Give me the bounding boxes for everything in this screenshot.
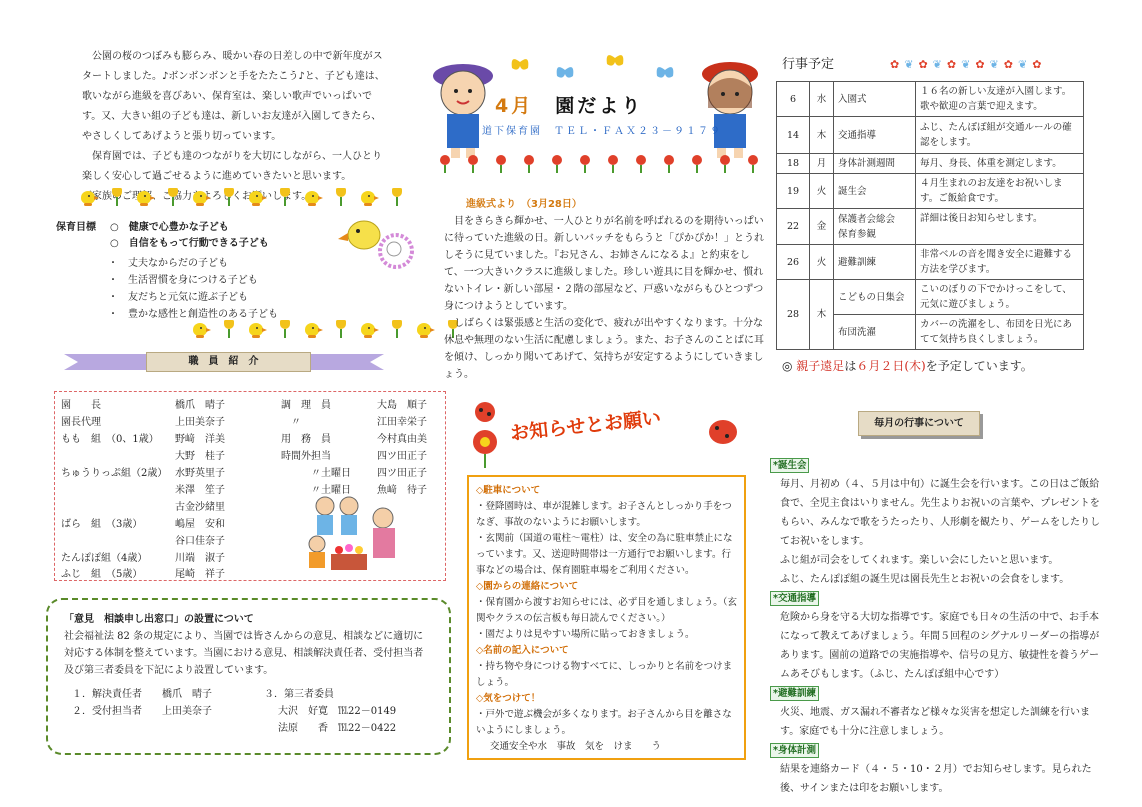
phone-fax: 道下保育園 ＴＥＬ・ＦＡＸ２３－９１７９ [482,126,722,137]
table-row [777,245,1084,280]
chick-border-top [78,188,404,206]
weekday-cell: 金 [810,209,834,245]
section-body: 結果を連絡カード（４・５・10・２月）でお知らせします。見られた後、サインまたは印をお願いします。 [780,764,1092,794]
chick-icon [78,188,100,206]
consultation-body: 社会福祉法 82 条の規定により、当園では皆さんからの意見、相談などに適切に対応する体制を整えています。当園における意見、相談解決責任者、受付担当者及び第三者委員を下記により設置しています。 [64,630,424,676]
section-body: 危険から身を守る大切な指導です。家庭でも日々の生活の中で、お手本になって教えてあげましょう。年間５回程のシグナルリーダーの指導があります。園前の道路での実施指導や、信号の見方、敏捷性を養うゲームあそびもします。（ふじ、たんぽぽ組中心です） [780,612,1100,680]
chick-icon [190,188,212,206]
note-cell: １６名の新しい友達が入園します。歌や歓迎の言葉で迎えます。 [916,82,1084,117]
day-cell: 19 [777,174,810,209]
table-row [777,154,1084,174]
note-cell: ふじ、たんぽぽ組が交通ルールの確認をします。 [916,117,1084,154]
chick-icon [246,320,268,338]
event-schedule-table [776,81,1084,350]
picnic-label: 親子遠足 [796,359,845,373]
flower-icon [278,320,292,338]
picnic-text: を予定しています。 [925,359,1033,373]
event-cell: 保護者会総会 保育参観 [834,209,916,245]
children-illustration [303,492,403,574]
staff-role: 〃 [291,417,301,428]
flower-icon [222,320,236,338]
flower-icon [390,320,404,338]
picnic-notice [782,357,1033,376]
staff-list [54,391,446,581]
notice-title: お知らせとお願い [509,407,663,445]
day-cell: 28 [777,280,810,350]
picnic-text: は [844,359,857,373]
staff-member: 四ツ田正子 [377,451,427,462]
staff-role: 園 長 [61,400,101,411]
staff-member: 魚﨑 待子 [377,485,427,496]
note-cell: ４月生まれのお友達をお祝いします。ご飯給食です。 [916,174,1084,209]
staff-member: 古金沙緒里 [175,502,225,513]
butterfly-icon: ❦ [932,58,942,71]
weekday-cell: 木 [810,280,834,350]
weekday-cell: 水 [810,82,834,117]
event-cell: こどもの日集会 [834,280,916,315]
flower-icon: ✿ [946,58,957,71]
event-cell: 身体計測週間 [834,154,916,174]
day-cell: 14 [777,117,810,154]
notice-item: ・園だよりは見やすい場所に貼っておきましょう。 [476,629,695,640]
section-tag: *誕生会 [770,458,809,473]
flower-icon: ✿ [918,58,928,71]
notice-item: ・登降園時は、車が混雑します。お子さんとしっかり手をつなぎ、事故のないようにお願いします。 [476,501,732,528]
table-row [777,117,1084,154]
staff-member: 四ツ田正子 [377,468,427,479]
section-body: 火災、地震、ガス漏れ不審者など様々な災害を想定した訓練を行います。家庭でも十分に注意しましょう。 [780,707,1090,737]
notice-heading: ◇気をつけて！ [476,693,541,704]
monthly-events-title: 毎月の行事について [858,411,980,436]
day-cell: 26 [777,245,810,280]
schedule-title: 行事予定 [782,57,835,72]
section-tag: *身体計測 [770,743,819,758]
monthly-events [770,456,1100,798]
staff-member: 上田美奈子 [175,417,225,428]
flower-icon [110,188,124,206]
weekday-cell: 木 [810,117,834,154]
section-tag: *交通指導 [770,591,819,606]
staff-role: 園長代理 [61,417,101,428]
flower-icon [166,188,180,206]
staff-member: 谷口佳奈子 [175,536,225,547]
flower-icon: ✿ [975,58,985,71]
butterfly-icon: ❦ [904,58,914,71]
notices-box [467,475,746,760]
day-cell: 18 [777,154,810,174]
staff-member: 川端 淑子 [175,553,225,564]
staff-role: 用 務 員 [281,434,331,445]
consultation-notice [46,598,451,755]
reception-officer: ２．受付担当者 上田美奈子 [72,705,212,717]
note-cell: 毎月、身長、体重を測定します。 [916,154,1084,174]
third-party-label: ３．第三者委員 [264,688,334,700]
bird-illustration [336,213,426,273]
third-party-member: 法原 香 ℡22－0422 [278,722,397,734]
goal-item: ・ 丈夫なからだの子ども [108,258,228,269]
notice-item: 交通安全や水 事故 気を けま う [490,741,662,752]
staff-role: たんぽぽ組（4歳） [61,553,148,564]
staff-role: 調 理 員 [281,400,331,411]
event-cell: 誕生会 [834,174,916,209]
section-tag: *避難訓練 [770,686,819,701]
notice-heading: ◇園からの連絡について [476,581,579,592]
flower-icon [222,188,236,206]
staff-member: 大野 桂子 [175,451,225,462]
schedule-decoration [890,56,1041,73]
chick-icon [190,320,212,338]
note-cell: カバーの洗濯をし、布団を日光にあてて気持ち良くしましょう。 [916,315,1084,350]
flower-icon [390,188,404,206]
table-row [777,82,1084,117]
staff-role: もも 組 （0、1歳） [61,434,159,445]
event-cell: 入園式 [834,82,916,117]
table-row [777,209,1084,245]
staff-member: 尾崎 祥子 [175,569,225,580]
flower-icon: ✿ [890,58,900,71]
staff-role: 〃土曜日 [311,468,351,479]
goal-2: ○ 自信をもって行動できる子ども [110,237,269,249]
month: 4月 [495,95,534,117]
chick-border-bottom [190,320,460,338]
chick-icon [358,188,380,206]
note-cell: こいのぼりの下でかけっこをして、元気に遊びましょう。 [916,280,1084,315]
staff-member: 橋爪 晴子 [175,400,225,411]
consultation-title: 「意見 相談申し出窓口」の設置について [64,614,254,625]
chick-icon [358,320,380,338]
staff-member: 嶋屋 安和 [175,519,225,530]
title-text: 園だより [555,95,644,117]
day-cell: 22 [777,209,810,245]
section-body: 毎月、月初め（４、５月は中旬）に誕生会を行います。この日はご飯給食で、全児主食はいりません。先生よりお祝いの言葉や、プレゼントをもらい、みんなで歌をうたったり、人形劇を観たり、ゲームをしたりしてお祝いをします。 ふじ組が司会をしてくれます。楽しい会にしたいと思います。 ふじ、たんぽぽ組の誕生児は園長先生とお祝いの会食をします。 [780,479,1100,585]
flower-icon: ✿ [1032,58,1042,71]
chick-icon [414,320,436,338]
event-cell: 避難訓練 [834,245,916,280]
staff-role: 〃土曜日 [311,485,351,496]
newsletter-title [495,92,643,121]
goal-item: ・ 豊かな感性と創造性のある子ども [108,309,278,320]
table-row [777,174,1084,209]
note-cell: 詳細は後日お知らせします。 [916,209,1084,245]
intro-text: 公園の桜のつぼみも膨らみ、暖かい春の日差しの中で新年度がスタートしました。♪ボンボンボンと手をたたこう♪と、子ども達は、歌いながら進級を喜びあい、保育室は、楽しい歌声でいっぱいです。又、大きい組の子ども達は、新しいお友達が入園してきたら、やさしくしてあげようと張り切っています。 保育園では、子ども達のつながりを大切にしながら、一人ひとり楽しく安心して過ごせるように進めていきたいと思います。 [82,51,385,182]
notice-item: ・持ち物や身につける物すべてに、しっかりと名前をつけましょう。 [476,661,733,688]
staff-role: ばら 組 （3歳） [61,519,143,530]
weekday-cell: 月 [810,154,834,174]
staff-role: ふじ 組 （5歳） [61,569,143,580]
butterfly-icon: ❦ [989,58,999,71]
staff-member: 米澤 笙子 [175,485,225,496]
goal-item: ・ 生活習慣を身につける子ども [108,275,258,286]
picnic-date: ６月２日(木) [856,359,926,373]
flower-icon [334,320,348,338]
staff-member: 江田幸栄子 [377,417,427,428]
chick-icon [302,188,324,206]
weekday-cell: 火 [810,245,834,280]
staff-member: 水野英里子 [175,468,225,479]
progress-ceremony-article [444,196,769,383]
notice-heading: ◇名前の記入について [476,645,569,656]
butterfly-icon: ❦ [1017,58,1028,71]
weekday-cell: 火 [810,174,834,209]
staff-title: 職員紹介 [146,352,311,372]
butterfly-icon: ❦ [961,58,971,71]
notice-item: ・玄関前（国道の電柱～電柱）は、安全の為に駐車禁止になっています。又、送迎時間帯は一方通行でお願いします。行事などの場合は、保育園駐車場をご利用ください。 [476,533,733,576]
article-body: 目をきらきら輝かせ、一人ひとりが名前を呼ばれるのを期待いっぱいに待っていた進級の日。新しいバッチをもらうと「ぴかぴか！」とうれしそうに見ていました。『お兄さん、お姉さんになるよ』と約束をして、一つ大きいクラスに進級しました。珍しい遊具に目を輝かせ、慣れないトイレ・新しい部屋・２階の部屋など、戸惑いながらもひとつずつ身につけようとしています。 しばらくは緊張感と生活の変化で、疲れが出やすくなります。十分な休息や無理のない生活に配慮しましょう。また、お子さんのことばに耳を傾け、しっかり聞いてあげて、気持ちが安定するようにしていきましょう。 [444,216,764,380]
chick-icon [302,320,324,338]
goal-1: ○ 健康で心豊かな子ども [110,222,229,233]
third-party-member: 大沢 好寛 ℡22－0149 [278,705,397,717]
staff-member: 大島 順子 [377,400,427,411]
bullet-mark: ◎ [782,359,797,373]
day-cell: 6 [777,82,810,117]
note-cell: 非常ベルの音を聞き安全に避難する方法を学びます。 [916,245,1084,280]
notice-heading: ◇駐車について [476,485,541,496]
flower-icon [334,188,348,206]
article-heading: 進級式より （3月28日） [466,199,582,210]
event-cell: 交通指導 [834,117,916,154]
flower-icon: ✿ [1003,58,1013,71]
goal-item: ・ 友だちと元気に遊ぶ子ども [108,292,248,303]
notice-item: ・保育園から渡すお知らせには、必ず目を通しましょう。（玄関やクラスの伝言板も毎日読んでください。） [476,597,737,624]
notice-item: ・戸外で遊ぶ機会が多くなります。お子さんから目を離さないようにしましょう。 [476,709,732,736]
staff-member: 今村真由美 [377,434,427,445]
table-row [777,280,1084,315]
flower-icon [278,188,292,206]
event-cell: 布団洗濯 [834,315,916,350]
staff-role: 時間外担当 [281,451,331,462]
goals-label: 保育目標 [56,222,96,233]
resolution-officer: １．解決責任者 橋爪 晴子 [72,688,212,700]
staff-role: ちゅうりっぷ組（2歳） [61,468,168,479]
chick-icon [134,188,156,206]
staff-member: 野﨑 洋美 [175,434,225,445]
chick-icon [246,188,268,206]
